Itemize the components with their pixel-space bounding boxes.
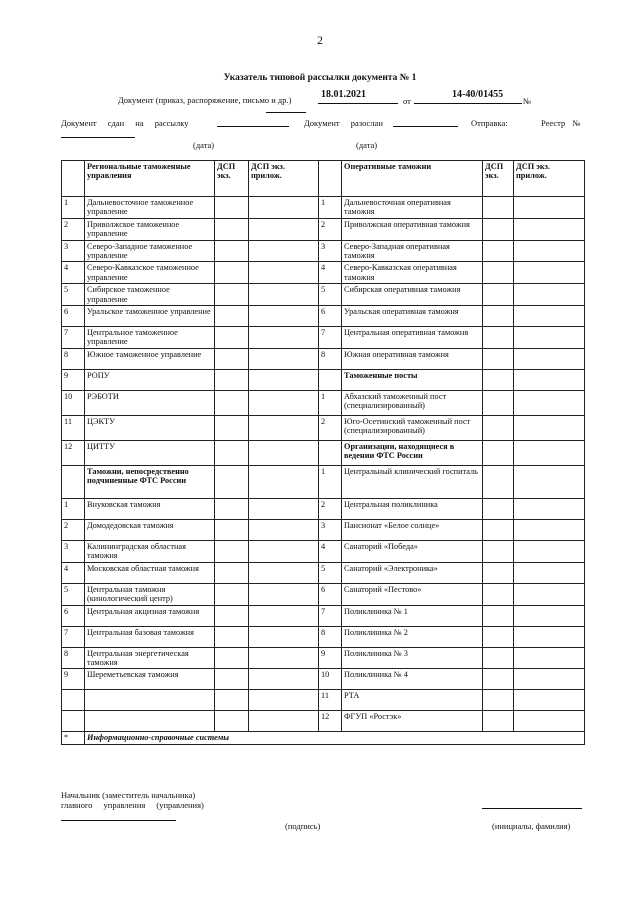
row-dsp-attach-left <box>249 369 319 390</box>
row-num-left: 2 <box>62 519 85 540</box>
row-dsp-ex-right <box>483 415 514 440</box>
footer-mark: * <box>62 732 85 744</box>
row-name-left: Южное таможенное управление <box>85 348 215 369</box>
row-dsp-attach-left <box>249 327 319 349</box>
row-num-right: 11 <box>319 690 342 711</box>
document-title: Указатель типовой рассылки документа № 1 <box>223 73 417 83</box>
row-dsp-ex-left <box>215 540 249 562</box>
row-name-right: РТА <box>342 690 483 711</box>
row-dsp-ex-left <box>215 284 249 306</box>
table-row <box>62 605 585 626</box>
row-dsp-ex-left <box>215 415 249 440</box>
row-name-right: Южная оперативная таможня <box>342 348 483 369</box>
row-num-right: 6 <box>319 306 342 327</box>
table-row <box>62 583 585 605</box>
row-dsp-ex-left <box>215 390 249 415</box>
row-dsp-attach-right <box>514 197 585 219</box>
row-num-right: 4 <box>319 540 342 562</box>
row-name-left: Приволжское таможенное управление <box>85 218 215 240</box>
row-num-right: 5 <box>319 562 342 583</box>
row-dsp-ex-right <box>483 306 514 327</box>
sent-label: Документ разослан <box>304 118 383 128</box>
row-dsp-ex-right <box>483 348 514 369</box>
row-dsp-ex-right <box>483 440 514 465</box>
row-dsp-ex-left <box>215 348 249 369</box>
row-dsp-attach-left <box>249 465 319 498</box>
row-name-right: Дальневосточная оперативная таможня <box>342 197 483 219</box>
row-num-left: 10 <box>62 390 85 415</box>
row-num-left: 5 <box>62 284 85 306</box>
row-dsp-attach-left <box>249 540 319 562</box>
row-name-right: Северо-Западная оперативная таможня <box>342 240 483 262</box>
table-row <box>62 240 585 262</box>
row-dsp-attach-right <box>514 711 585 732</box>
row-dsp-attach-left <box>249 262 319 284</box>
row-dsp-ex-right <box>483 465 514 498</box>
row-num-left: 12 <box>62 440 85 465</box>
sent-date-caption: (дата) <box>356 140 378 150</box>
row-name-left: Центральная энергетическая таможня <box>85 647 215 669</box>
row-name-left: Центральная базовая таможня <box>85 626 215 647</box>
row-dsp-attach-right <box>514 498 585 519</box>
row-dsp-ex-right <box>483 605 514 626</box>
row-dsp-ex-left <box>215 498 249 519</box>
row-num-left: 7 <box>62 626 85 647</box>
row-dsp-attach-right <box>514 218 585 240</box>
row-dsp-attach-left <box>249 498 319 519</box>
row-name-right: Пансионат «Белое солнце» <box>342 519 483 540</box>
doc-from-label: от <box>403 96 411 106</box>
row-num-left <box>62 711 85 732</box>
row-num-right: 3 <box>319 240 342 262</box>
table-row <box>62 626 585 647</box>
table-row <box>62 498 585 519</box>
row-dsp-ex-right <box>483 583 514 605</box>
row-num-left <box>62 465 85 498</box>
table-row <box>62 711 585 732</box>
row-name-right: ФГУП «Ростэк» <box>342 711 483 732</box>
row-num-left: 9 <box>62 669 85 690</box>
row-name-right: Организации, находящиеся в ведении ФТС России <box>342 440 483 465</box>
row-num-left: 6 <box>62 605 85 626</box>
table-row <box>62 390 585 415</box>
row-dsp-ex-right <box>483 626 514 647</box>
row-name-right: Санаторий «Пестово» <box>342 583 483 605</box>
row-num-right: 7 <box>319 605 342 626</box>
row-dsp-ex-right <box>483 390 514 415</box>
row-name-right: Поликлиника № 1 <box>342 605 483 626</box>
row-name-left: ЦЭКТУ <box>85 415 215 440</box>
row-dsp-attach-left <box>249 240 319 262</box>
row-name-left: Дальневосточное таможенное управление <box>85 197 215 219</box>
row-dsp-attach-left <box>249 562 319 583</box>
dispatch-label: Отправка: <box>471 118 508 128</box>
table-row <box>62 440 585 465</box>
header-dsp-attach-left: ДСП экз. прилож. <box>249 161 319 197</box>
row-num-left: 11 <box>62 415 85 440</box>
row-dsp-attach-right <box>514 415 585 440</box>
signer-title-line2: главного управления (управления) <box>61 800 204 810</box>
row-num-right: 5 <box>319 284 342 306</box>
doc-type-label: Документ (приказ, распоряжение, письмо и др.) <box>118 95 292 105</box>
row-num-right <box>319 440 342 465</box>
row-dsp-attach-left <box>249 348 319 369</box>
row-dsp-attach-left <box>249 690 319 711</box>
row-dsp-attach-right <box>514 465 585 498</box>
row-dsp-attach-left <box>249 669 319 690</box>
row-name-right: Санаторий «Электроника» <box>342 562 483 583</box>
doc-number-underline <box>414 103 522 104</box>
row-dsp-ex-right <box>483 540 514 562</box>
row-name-left: Центральная акцизная таможня <box>85 605 215 626</box>
row-dsp-ex-right <box>483 369 514 390</box>
row-num-right: 4 <box>319 262 342 284</box>
row-dsp-ex-left <box>215 262 249 284</box>
header-operative: Оперативные таможни <box>342 161 483 197</box>
table-row <box>62 540 585 562</box>
department-line <box>61 820 176 821</box>
doc-date: 18.01.2021 <box>321 89 366 100</box>
row-name-right: Поликлиника № 2 <box>342 626 483 647</box>
table-row <box>62 306 585 327</box>
row-name-left: Сибирское таможенное управление <box>85 284 215 306</box>
row-dsp-ex-left <box>215 626 249 647</box>
row-name-left: Калининградская областная таможня <box>85 540 215 562</box>
row-dsp-attach-right <box>514 647 585 669</box>
row-num-left: 3 <box>62 240 85 262</box>
row-num-left: 3 <box>62 540 85 562</box>
row-num-left: 7 <box>62 327 85 349</box>
row-dsp-attach-right <box>514 605 585 626</box>
row-name-left: Шереметьевская таможня <box>85 669 215 690</box>
row-num-right: 8 <box>319 348 342 369</box>
header-regional: Региональные таможенные управления <box>85 161 215 197</box>
row-name-right: Центральная оперативная таможня <box>342 327 483 349</box>
row-dsp-ex-left <box>215 327 249 349</box>
row-dsp-ex-right <box>483 669 514 690</box>
row-dsp-ex-right <box>483 284 514 306</box>
sent-date-line <box>393 126 458 127</box>
table-row <box>62 519 585 540</box>
table-row <box>62 327 585 349</box>
row-name-left: РОПУ <box>85 369 215 390</box>
distribution-table <box>61 160 585 745</box>
table-row <box>62 669 585 690</box>
row-num-left: 4 <box>62 562 85 583</box>
row-num-left: 1 <box>62 197 85 219</box>
row-num-right: 3 <box>319 519 342 540</box>
registry-label: Реестр № <box>541 118 581 128</box>
row-num-left: 4 <box>62 262 85 284</box>
row-dsp-attach-left <box>249 390 319 415</box>
row-dsp-attach-left <box>249 626 319 647</box>
row-dsp-ex-right <box>483 562 514 583</box>
row-name-left <box>85 690 215 711</box>
table-row <box>62 262 585 284</box>
row-name-right: Уральская оперативная таможня <box>342 306 483 327</box>
table-row <box>62 348 585 369</box>
row-num-right: 1 <box>319 197 342 219</box>
row-dsp-attach-right <box>514 540 585 562</box>
row-dsp-attach-left <box>249 605 319 626</box>
table-row <box>62 415 585 440</box>
row-name-left: Центральная таможня (кинологический центр) <box>85 583 215 605</box>
row-dsp-attach-left <box>249 583 319 605</box>
row-num-right: 9 <box>319 647 342 669</box>
row-dsp-ex-left <box>215 240 249 262</box>
row-dsp-ex-right <box>483 218 514 240</box>
row-name-left <box>85 711 215 732</box>
row-num-right: 10 <box>319 669 342 690</box>
row-num-left: 8 <box>62 647 85 669</box>
row-dsp-attach-right <box>514 327 585 349</box>
issued-date-line <box>217 126 289 127</box>
row-name-right: Приволжская оперативная таможня <box>342 218 483 240</box>
row-dsp-ex-right <box>483 262 514 284</box>
row-num-left: 5 <box>62 583 85 605</box>
row-dsp-attach-right <box>514 440 585 465</box>
row-dsp-ex-right <box>483 197 514 219</box>
row-dsp-ex-right <box>483 327 514 349</box>
row-dsp-ex-right <box>483 690 514 711</box>
doc-number-sign: № <box>523 96 532 106</box>
row-num-right: 12 <box>319 711 342 732</box>
row-dsp-ex-right <box>483 498 514 519</box>
row-dsp-ex-left <box>215 711 249 732</box>
table-row <box>62 465 585 498</box>
row-dsp-attach-right <box>514 519 585 540</box>
row-dsp-attach-left <box>249 647 319 669</box>
row-num-right: 7 <box>319 327 342 349</box>
row-dsp-ex-left <box>215 440 249 465</box>
row-dsp-ex-left <box>215 197 249 219</box>
row-dsp-ex-right <box>483 519 514 540</box>
row-num-right <box>319 369 342 390</box>
row-num-right: 1 <box>319 465 342 498</box>
table-footer-row <box>62 732 585 744</box>
row-num-left: 1 <box>62 498 85 519</box>
row-name-left: Северо-Кавказское таможенное управление <box>85 262 215 284</box>
header-dsp-ex-right: ДСП экз. <box>483 161 514 197</box>
row-name-left: ЦИТТУ <box>85 440 215 465</box>
row-dsp-ex-left <box>215 669 249 690</box>
row-dsp-ex-left <box>215 583 249 605</box>
header-dsp-attach-right: ДСП экз. прилож. <box>514 161 585 197</box>
row-name-right: Центральный клинический госпиталь <box>342 465 483 498</box>
row-dsp-attach-right <box>514 369 585 390</box>
row-num-right: 8 <box>319 626 342 647</box>
name-caption: (инициалы, фамилия) <box>492 821 571 831</box>
row-num-left <box>62 690 85 711</box>
row-name-left: РЭБОТИ <box>85 390 215 415</box>
row-dsp-attach-left <box>249 284 319 306</box>
row-dsp-ex-left <box>215 218 249 240</box>
issued-label: Документ сдан на рассылку <box>61 118 189 128</box>
short-rule <box>266 112 306 113</box>
header-dsp-ex-left: ДСП экз. <box>215 161 249 197</box>
row-dsp-attach-right <box>514 690 585 711</box>
doc-number: 14-40/01455 <box>452 89 504 100</box>
row-name-right: Сибирская оперативная таможня <box>342 284 483 306</box>
row-name-left: Внуковская таможня <box>85 498 215 519</box>
signature-caption: (подпись) <box>285 821 321 831</box>
row-dsp-attach-right <box>514 240 585 262</box>
row-name-right: Юго-Осетинский таможенный пост (специализированный) <box>342 415 483 440</box>
table-row <box>62 218 585 240</box>
row-dsp-attach-right <box>514 562 585 583</box>
table-row <box>62 690 585 711</box>
row-name-right: Северо-Кавказская оперативная таможня <box>342 262 483 284</box>
row-dsp-attach-right <box>514 284 585 306</box>
row-dsp-attach-right <box>514 669 585 690</box>
row-dsp-ex-left <box>215 306 249 327</box>
row-name-right: Поликлиника № 4 <box>342 669 483 690</box>
row-dsp-attach-right <box>514 262 585 284</box>
row-dsp-attach-left <box>249 440 319 465</box>
row-dsp-ex-left <box>215 690 249 711</box>
issued-date-caption: (дата) <box>193 140 215 150</box>
row-dsp-ex-left <box>215 465 249 498</box>
table-row <box>62 647 585 669</box>
row-dsp-attach-left <box>249 711 319 732</box>
table-row <box>62 562 585 583</box>
row-dsp-attach-right <box>514 583 585 605</box>
header-num-right <box>319 161 342 197</box>
row-dsp-ex-right <box>483 711 514 732</box>
table-row <box>62 284 585 306</box>
row-name-right: Поликлиника № 3 <box>342 647 483 669</box>
row-dsp-attach-right <box>514 306 585 327</box>
row-dsp-attach-left <box>249 306 319 327</box>
row-name-right: Центральная поликлиника <box>342 498 483 519</box>
row-dsp-attach-left <box>249 519 319 540</box>
footer-text: Информационно-справочные системы <box>85 732 585 744</box>
row-name-left: Уральское таможенное управление <box>85 306 215 327</box>
row-name-left: Домодедовская таможня <box>85 519 215 540</box>
row-dsp-ex-right <box>483 240 514 262</box>
header-num-left <box>62 161 85 197</box>
row-name-left: Северо-Западное таможенное управление <box>85 240 215 262</box>
table-header-row <box>62 161 585 197</box>
row-name-right: Абхазский таможенный пост (специализированный) <box>342 390 483 415</box>
registry-line <box>61 137 135 138</box>
row-name-left: Центральное таможенное управление <box>85 327 215 349</box>
row-dsp-ex-left <box>215 519 249 540</box>
row-name-right: Таможенные посты <box>342 369 483 390</box>
row-name-right: Санаторий «Победа» <box>342 540 483 562</box>
row-num-right: 2 <box>319 415 342 440</box>
row-dsp-ex-left <box>215 562 249 583</box>
table-row <box>62 197 585 219</box>
row-num-right: 2 <box>319 218 342 240</box>
table-row <box>62 369 585 390</box>
name-line <box>482 808 582 809</box>
row-dsp-attach-left <box>249 218 319 240</box>
row-num-left: 8 <box>62 348 85 369</box>
row-dsp-attach-right <box>514 626 585 647</box>
row-dsp-attach-right <box>514 390 585 415</box>
row-dsp-ex-left <box>215 605 249 626</box>
row-dsp-attach-right <box>514 348 585 369</box>
row-num-right: 2 <box>319 498 342 519</box>
signer-title-line1: Начальник (заместитель начальника) <box>61 790 196 800</box>
row-dsp-ex-right <box>483 647 514 669</box>
row-dsp-ex-left <box>215 369 249 390</box>
row-name-left: Таможни, непосредственно подчиненные ФТС России <box>85 465 215 498</box>
page-number: 2 <box>317 33 323 47</box>
row-dsp-ex-left <box>215 647 249 669</box>
row-name-left: Московская областная таможня <box>85 562 215 583</box>
row-num-left: 9 <box>62 369 85 390</box>
doc-date-underline <box>318 103 398 104</box>
row-num-right: 6 <box>319 583 342 605</box>
row-dsp-attach-left <box>249 197 319 219</box>
row-num-right: 1 <box>319 390 342 415</box>
row-dsp-attach-left <box>249 415 319 440</box>
row-num-left: 2 <box>62 218 85 240</box>
row-num-left: 6 <box>62 306 85 327</box>
